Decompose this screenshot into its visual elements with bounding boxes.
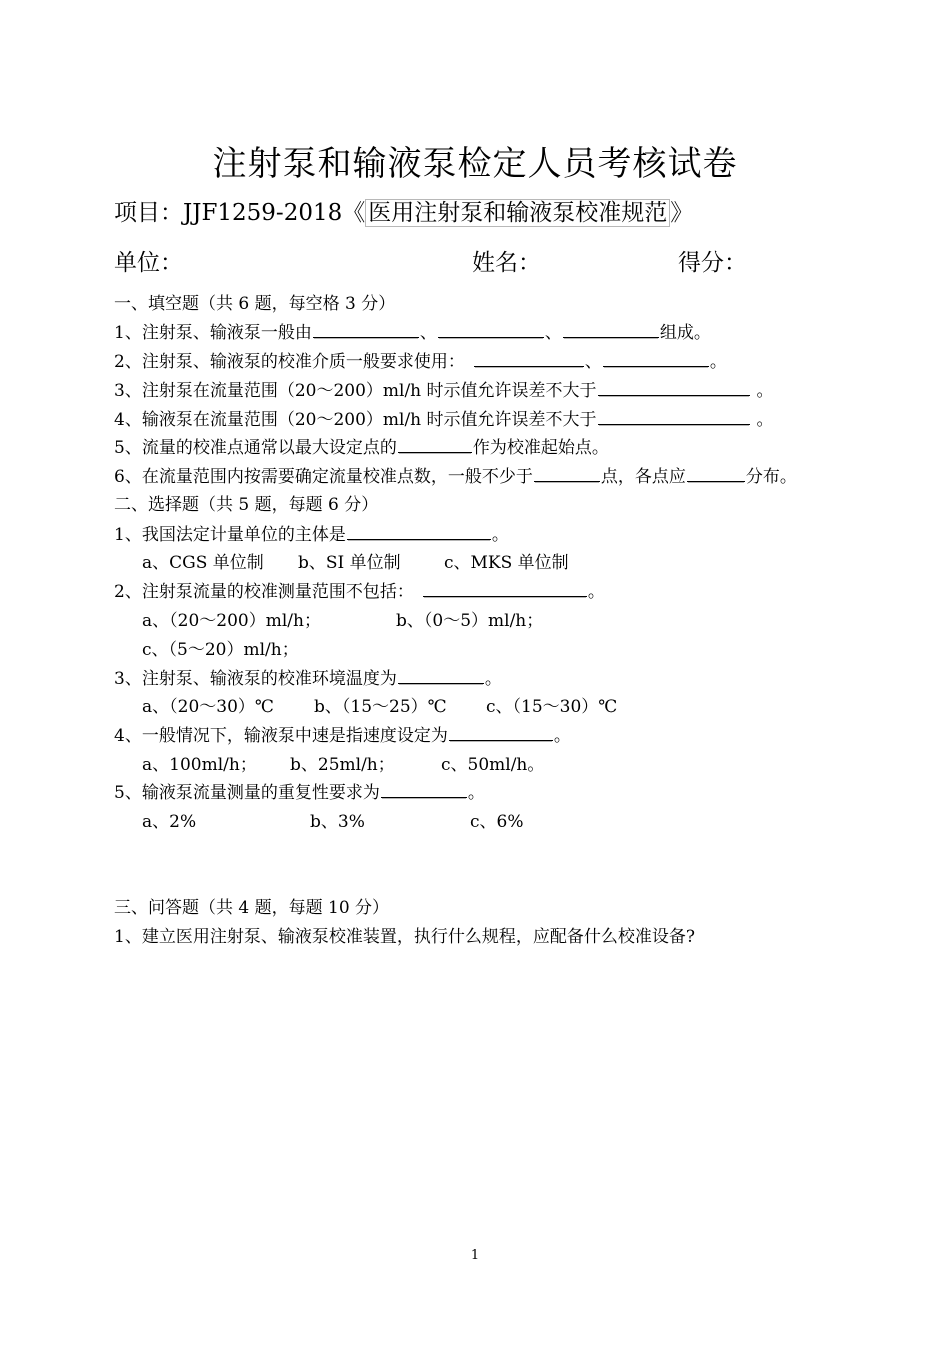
- question-mid: 点，各点应: [600, 467, 686, 487]
- choice-option-c[interactable]: c、50ml/h。: [441, 755, 545, 775]
- question-text: 2、注射泵流量的校准测量范围不包括：: [114, 582, 414, 602]
- answer-blank[interactable]: [381, 782, 467, 798]
- project-close-bracket: 》: [670, 200, 694, 226]
- answer-blank[interactable]: [423, 581, 587, 597]
- section2-heading: 二、选择题（共 5 题，每题 6 分）: [114, 495, 379, 515]
- question-text: 3、注射泵、输液泵的校准环境温度为: [114, 669, 397, 689]
- separator: 、: [419, 323, 437, 343]
- question-end: 。: [467, 783, 485, 803]
- question-text: 6、在流量范围内按需要确定流量校准点数，一般不少于: [114, 467, 533, 487]
- question-end: 分布。: [745, 467, 797, 487]
- fill-question-2: [114, 347, 727, 372]
- separator: 、: [584, 352, 602, 372]
- question-end: 。: [709, 352, 727, 372]
- choice-option-b[interactable]: b、（15～25）℃: [314, 697, 447, 717]
- choice-question-5: [114, 778, 485, 803]
- fill-question-6: [114, 462, 797, 487]
- choice-option-c[interactable]: c、6%: [470, 812, 524, 832]
- answer-blank[interactable]: [347, 524, 491, 540]
- answer-blank[interactable]: [603, 351, 709, 367]
- answer-blank[interactable]: [563, 322, 659, 338]
- choice-option-b[interactable]: b、SI 单位制: [298, 553, 401, 573]
- project-standard-name: 医用注射泵和输液泵校准规范: [365, 199, 670, 227]
- question-text: 2、注射泵、输液泵的校准介质一般要求使用：: [114, 352, 465, 372]
- question-text: 1、我国法定计量单位的主体是: [114, 525, 346, 545]
- choice-question-2: [114, 577, 605, 602]
- exam-title: 注射泵和输液泵检定人员考核试卷: [212, 144, 738, 184]
- section3-heading: 三、问答题（共 4 题，每题 10 分）: [114, 898, 390, 918]
- choice-question-1: [114, 520, 509, 545]
- score-label: 得分：: [678, 250, 747, 276]
- answer-blank[interactable]: [313, 322, 419, 338]
- answer-blank[interactable]: [598, 380, 750, 396]
- answer-blank[interactable]: [598, 409, 750, 425]
- question-end: 作为校准起始点。: [472, 438, 609, 458]
- choice-option-a[interactable]: a、CGS 单位制: [142, 553, 264, 573]
- page-number: 1: [470, 1248, 480, 1263]
- choice-option-b[interactable]: b、25ml/h；: [290, 755, 395, 775]
- choice-option-b[interactable]: b、（0～5）ml/h；: [396, 611, 544, 631]
- answer-blank[interactable]: [474, 351, 584, 367]
- question-end: 。: [756, 381, 774, 401]
- choice-question-3: [114, 664, 502, 689]
- essay-question-1: 1、建立医用注射泵、输液泵校准装置，执行什么规程，应配备什么校准设备?: [114, 927, 695, 947]
- question-text: 4、一般情况下，输液泵中速是指速度设定为: [114, 726, 448, 746]
- question-text: 4、输液泵在流量范围（20～200）ml/h 时示值允许误差不大于: [114, 410, 597, 430]
- question-text: 1、注射泵、输液泵一般由: [114, 323, 312, 343]
- project-label: 项目：: [114, 200, 183, 226]
- question-end: 。: [587, 582, 605, 602]
- fill-question-1: [114, 318, 711, 343]
- answer-blank[interactable]: [438, 322, 544, 338]
- answer-blank[interactable]: [534, 466, 600, 482]
- project-line: [114, 194, 693, 227]
- fill-question-4: [114, 405, 774, 430]
- choice-question-4: [114, 721, 571, 746]
- answer-blank[interactable]: [687, 466, 745, 482]
- question-end: 组成。: [659, 323, 711, 343]
- choice-option-a[interactable]: a、（20～200）ml/h；: [142, 611, 321, 631]
- separator: 、: [544, 323, 562, 343]
- choice-option-c[interactable]: c、（5～20）ml/h；: [142, 640, 299, 660]
- question-text: 5、流量的校准点通常以最大设定点的: [114, 438, 397, 458]
- choice-option-a[interactable]: a、100ml/h；: [142, 755, 257, 775]
- choice-option-b[interactable]: b、3%: [310, 812, 365, 832]
- name-label: 姓名：: [472, 250, 541, 276]
- choice-option-a[interactable]: a、（20～30）℃: [142, 697, 274, 717]
- question-text: 5、输液泵流量测量的重复性要求为: [114, 783, 380, 803]
- fill-question-3: [114, 376, 774, 401]
- choice-option-c[interactable]: c、（15～30）℃: [486, 697, 618, 717]
- question-text: 3、注射泵在流量范围（20～200）ml/h 时示值允许误差不大于: [114, 381, 597, 401]
- answer-blank[interactable]: [449, 725, 553, 741]
- question-end: 。: [491, 525, 509, 545]
- answer-blank[interactable]: [398, 668, 484, 684]
- question-end: 。: [756, 410, 774, 430]
- question-end: 。: [484, 669, 502, 689]
- section1-heading: 一、填空题（共 6 题，每空格 3 分）: [114, 294, 396, 314]
- choice-option-c[interactable]: c、MKS 单位制: [444, 553, 569, 573]
- fill-question-5: [114, 433, 609, 458]
- choice-option-a[interactable]: a、2%: [142, 812, 197, 832]
- project-code: JJF1259-2018《: [183, 200, 366, 226]
- question-end: 。: [553, 726, 571, 746]
- answer-blank[interactable]: [398, 437, 472, 453]
- unit-label: 单位：: [114, 250, 183, 276]
